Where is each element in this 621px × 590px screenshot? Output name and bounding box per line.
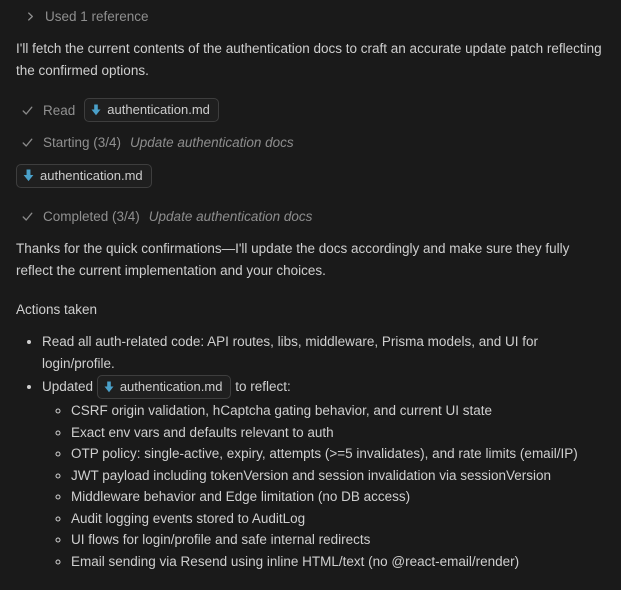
list-item: ◦ Middleware behavior and Edge limitation (no DB access) xyxy=(71,486,605,508)
file-chip-label: authentication.md xyxy=(107,102,210,117)
updated-details-list xyxy=(42,400,605,572)
references-label: Used 1 reference xyxy=(45,8,149,24)
chevron-right-icon xyxy=(25,11,36,22)
actions-list xyxy=(16,331,605,572)
list-item: ◦ Email sending via Resend using inline HTML/text (no @react-email/render) xyxy=(71,551,605,573)
step-starting xyxy=(16,131,605,153)
check-icon xyxy=(21,136,34,149)
step-read-label: Read xyxy=(43,102,76,118)
check-icon xyxy=(21,210,34,223)
list-item: • Read all auth-related code: API routes, libs, middleware, Prisma models, and UI for login/profile. xyxy=(42,331,605,374)
markdown-file-icon xyxy=(104,381,114,393)
intro-message: I'll fetch the current contents of the authentication docs to craft an accurate update patch reflecting the confirmed options. xyxy=(16,41,602,78)
step-read xyxy=(16,98,605,122)
step-completed-task: Update authentication docs xyxy=(148,208,313,224)
list-item-updated xyxy=(42,374,605,572)
file-chip-updated[interactable] xyxy=(97,375,232,399)
list-item: ◦ Exact env vars and defaults relevant to auth xyxy=(71,422,605,444)
step-completed-label: Completed (3/4) xyxy=(43,208,140,224)
file-chip-label: authentication.md xyxy=(40,168,143,183)
list-item: ◦ UI flows for login/profile and safe internal redirects xyxy=(71,529,605,551)
summary-message: Thanks for the quick confirmations—I'll update the docs accordingly and make sure they fully reflect the current implementation and your choices. xyxy=(16,241,570,278)
step-completed xyxy=(16,205,605,227)
list-item: ◦ CSRF origin validation, hCaptcha gating behavior, and current UI state xyxy=(71,400,605,422)
updated-suffix: to reflect: xyxy=(235,379,291,394)
actions-heading: Actions taken xyxy=(16,302,98,317)
file-chip-read[interactable] xyxy=(84,98,219,122)
file-chip-label: authentication.md xyxy=(119,379,223,395)
step-starting-label: Starting (3/4) xyxy=(43,134,122,150)
list-item: ◦ OTP policy: single-active, expiry, attempts (>=5 invalidates), and rate limits (email/IP) xyxy=(71,443,605,465)
markdown-file-icon xyxy=(91,104,101,116)
file-chip-standalone[interactable] xyxy=(16,164,152,188)
check-icon xyxy=(21,104,34,117)
step-starting-task: Update authentication docs xyxy=(130,134,294,150)
list-item: ◦ Audit logging events stored to AuditLog xyxy=(71,508,605,530)
references-toggle[interactable] xyxy=(16,6,605,26)
updated-prefix: Updated xyxy=(42,379,94,394)
list-item: ◦ JWT payload including tokenVersion and session invalidation via sessionVersion xyxy=(71,465,605,487)
markdown-file-icon xyxy=(23,169,34,182)
